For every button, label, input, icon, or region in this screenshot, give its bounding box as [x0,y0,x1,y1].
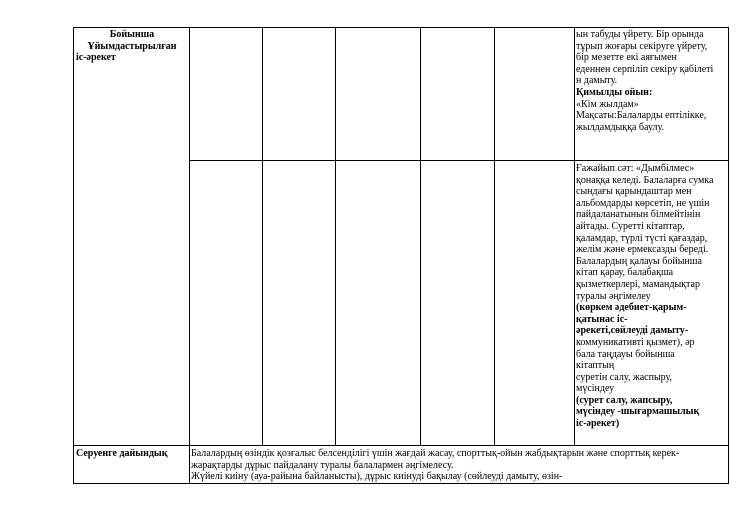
block2-bold2-line: іс-әрекет) [576,418,620,430]
activity-block-1 [576,29,713,133]
block2-line: пайдаланатынын білмейтінін [576,209,701,221]
block2-line: сындағы қарындаштар мен [576,186,692,198]
block1-line: н дамыту. [576,75,618,87]
movement-game-label: Қимылды ойын: [576,86,653,98]
table-left-border [73,27,74,484]
block2-line: Балалардың қалауы бойынша [576,255,702,267]
block2-mid-line: суретін салу, жаспыру, [576,371,673,383]
block2-mixed-bold-b: сөйлеуді дамыту- [610,325,689,337]
table-right-border [728,27,729,484]
activity-header-line-2: Ұйымдастырылған [87,40,177,52]
block2-line: қызметкерлері, мамандықтар [576,278,700,290]
row-divider-main [73,445,729,446]
block2-line: альбомдарды көрсетіп, не үшін [576,197,710,209]
col-divider-2 [262,27,263,446]
block2-mid-line: мүсіндеу [576,383,615,395]
block2-bold-line: (көркем әдебиет-қарым- [576,302,687,314]
col-divider-5 [494,27,495,446]
col-divider-1 [189,27,190,484]
activity-header-line-1: Бойынша [109,29,155,40]
block1-line: еденнен серпіліп секіру қабілеті [576,63,714,75]
block1-tail-line: жылдамдыққа баулу. [576,121,665,133]
walk-prep-line: жарақтарды дұрыс пайдалану туралы балалармен әңгімелесу. [191,459,454,471]
col-divider-4 [420,27,421,446]
col-divider-3 [335,27,336,446]
block1-line: ын табуды үйрету. Бір орында [576,29,704,40]
table-top-border [73,27,729,28]
block1-line: тұрып жоғары секіруге үйрету, [576,40,708,52]
walk-prep-line: Жүйелі киіну (ауа-райына байланысты), дұрыс киінуді бақылау (сөйлеуді дамыту, өзін- [191,471,563,483]
walk-prep-text [191,448,679,483]
activity-block-2 [576,163,713,430]
block1-tail-line: Мақсаты:Балаларды ептілікке, [576,110,707,122]
block2-bold-line: қатынас іс- [576,313,628,325]
block2-mixed-bold-a: әрекеті, [576,325,611,337]
block2-line: қаламдар, түрлі түсті қағаздар, [576,232,708,244]
block2-mid-line: коммуникативті қызмет), әр [576,336,695,348]
block2-bold2-line: мүсіндеу -шығармашылық [576,406,700,418]
activity-header-line-3: іс-әрекет [76,52,116,63]
block2-mid-line: бала таңдауы бойынша [576,348,675,360]
block2-line: Ғажайып сәт: «Дымбілмес» [576,163,695,174]
walk-prep-line: Балалардың өзіндік қозғалыс белсенділігі үшін жағдай жасау, спорттық-ойын жабдықтарын және спорттық керек- [191,448,680,459]
block2-line: қонаққа келеді. Балаларға сумка [576,174,714,186]
activity-header [74,29,190,52]
table-bottom-border [73,483,729,484]
col-divider-6 [574,27,575,446]
block2-line: кітап қарау, балабақша [576,267,674,279]
block2-bold2-line: (сурет салу, жапсыру, [576,394,673,406]
block1-tail-line: «Кім жылдам» [576,98,639,110]
block1-line: бір мезетте екі аяғымен [576,52,677,64]
walk-prep-label: Серуенге дайындық [76,448,168,459]
block2-line: туралы әңгімелеу [576,290,651,302]
block2-line: желім және ермексазды береді. [576,244,709,256]
block2-line: айтады. Суретті кітаптар, [576,220,685,232]
block2-mid-line: кітаптың [576,360,615,372]
block2-mixed-line [576,325,713,337]
row-divider-inner [189,160,729,161]
